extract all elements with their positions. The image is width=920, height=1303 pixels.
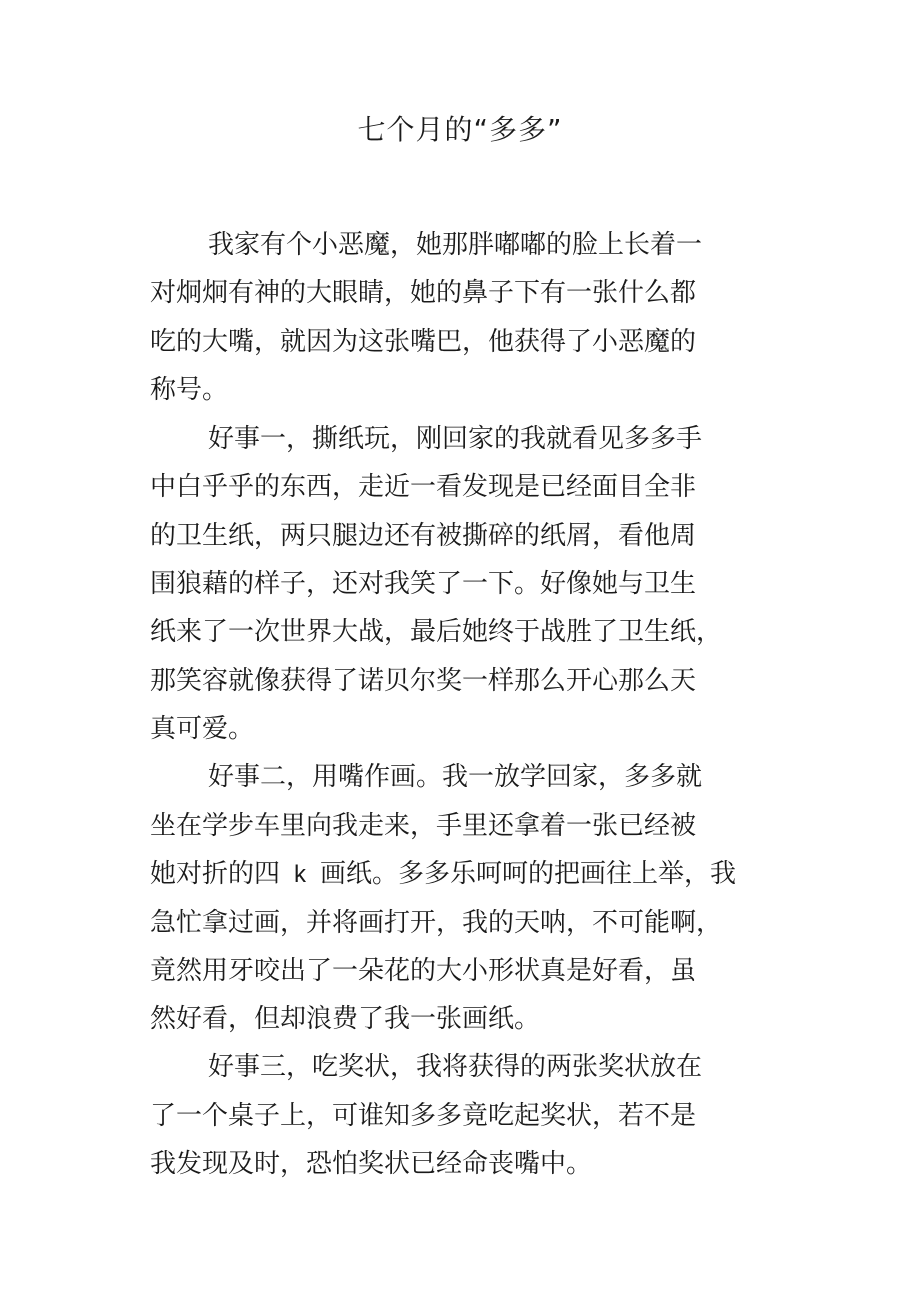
paragraph-line: 纸来了一次世界大战，最后她终于战胜了卫生纸，	[150, 617, 723, 647]
paragraph-line: 吃的大嘴，就因为这张嘴巴，他获得了小恶魔的	[150, 327, 697, 357]
paragraph-line: 称号。	[150, 375, 229, 405]
paragraph-line: 坐在学步车里向我走来，手里还拿着一张已经被	[150, 811, 697, 841]
paragraph-line: 那笑容就像获得了诺贝尔奖一样那么开心那么天	[150, 666, 697, 696]
line-text-before: 她对折的四	[150, 859, 281, 889]
line-text-after: 画纸。多多乐呵呵的把画往上举，我	[320, 859, 737, 889]
paragraph-line: 的卫生纸，两只腿边还有被撕碎的纸屑，看他周	[150, 521, 697, 551]
document-title: 七个月的“多多”	[357, 113, 563, 146]
paragraph-line: 我家有个小恶魔，她那胖嘟嘟的脸上长着一	[208, 230, 703, 260]
paragraph-line: 围狼藉的样子，还对我笑了一下。好像她与卫生	[150, 569, 697, 599]
paragraph-line: 好事一，撕纸玩，刚回家的我就看见多多手	[208, 424, 703, 454]
paragraph-line: 然好看，但却浪费了我一张画纸。	[150, 1004, 541, 1034]
paragraph-line: 急忙拿过画，并将画打开，我的天呐，不可能啊，	[150, 908, 723, 938]
paragraph-line: 竟然用牙咬出了一朵花的大小形状真是好看，虽	[150, 956, 697, 986]
paragraph-line: 中白乎乎的东西，走近一看发现是已经面目全非	[150, 472, 697, 502]
line-text-latin: k	[294, 861, 307, 888]
paragraph-line: 了一个桌子上，可谁知多多竟吃起奖状，若不是	[150, 1101, 697, 1131]
paragraph-line: 对炯炯有神的大眼睛，她的鼻子下有一张什么都	[150, 278, 697, 308]
paragraph-line: 真可爱。	[150, 714, 255, 744]
paragraph-line: 好事三，吃奖状，我将获得的两张奖状放在	[208, 1052, 703, 1082]
paragraph-line: 好事二，用嘴作画。我一放学回家，多多就	[208, 762, 703, 792]
paragraph-line	[150, 857, 736, 892]
paragraph-line: 我发现及时，恐怕奖状已经命丧嘴中。	[150, 1149, 593, 1179]
